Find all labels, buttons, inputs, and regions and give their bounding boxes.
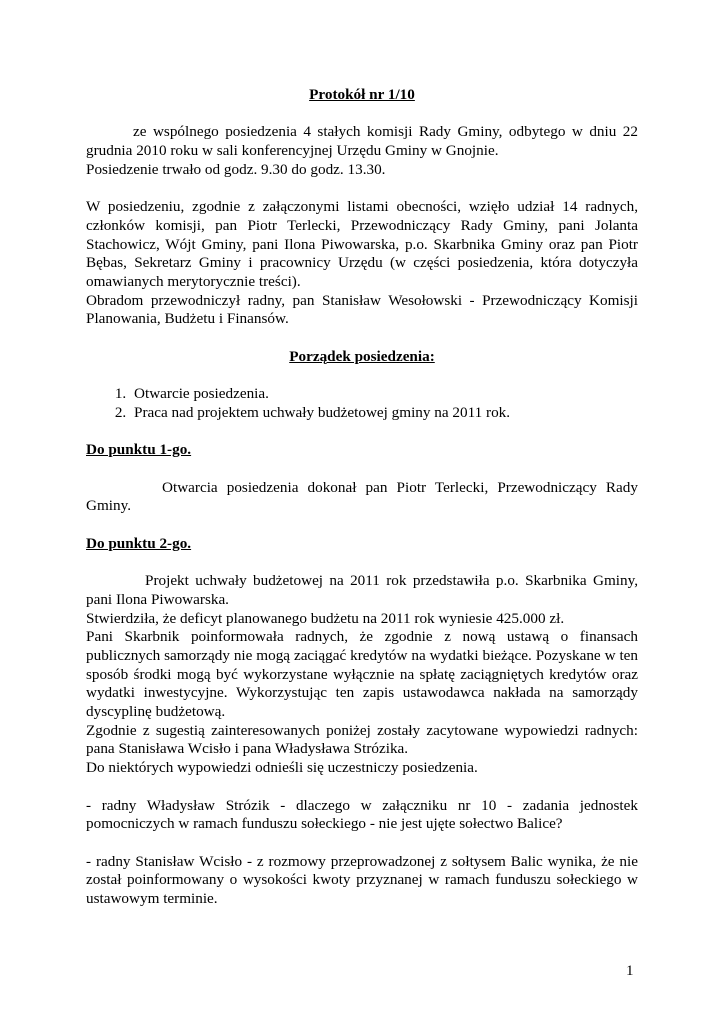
chair-paragraph: Obradom przewodniczył radny, pan Stanisław Wesołowski - Przewodniczący Komisji Planowania, Budżetu i Finansów. bbox=[86, 291, 638, 328]
document-page bbox=[86, 86, 638, 909]
statement-paragraph: - radny Władysław Strózik - dlaczego w załączniku nr 10 - zadania jednostek pomocniczych w ramach funduszu sołeckiego - nie jest ujęte sołectwo Balice? bbox=[86, 796, 638, 833]
document-title: Protokół nr 1/10 bbox=[309, 86, 415, 103]
agenda-item: 2. Praca nad projektem uchwały budżetowej gminy na 2011 rok. bbox=[130, 404, 638, 423]
point2-paragraph: Pani Skarbnik poinformowała radnych, że zgodnie z nową ustawą o finansach publicznych samorządy nie mogą zaciągać kredytów na wydatki bieżące. Pozyskane w ten sposób środki mogą być wykorzystane wyłącznie na spłatę zaciągniętych kredytów oraz wydatki inwestycyjne. Wykorzystując ten zapis ustawodawca nakłada na samorządy dyscyplinę budżetową. bbox=[86, 628, 638, 721]
point2-paragraph: Stwierdziła, że deficyt planowanego budżetu na 2011 rok wyniesie 425.000 zł. bbox=[86, 609, 565, 627]
statement-paragraph: - radny Stanisław Wcisło - z rozmowy przeprowadzonej z sołtysem Balic wynika, że nie został poinformowany o wysokości kwoty przyznanej w ramach funduszu sołeckiego w ustawowym terminie. bbox=[86, 852, 638, 908]
point1-text: Otwarcia posiedzenia dokonał pan Piotr Terlecki, Przewodniczący Rady Gminy. bbox=[86, 478, 638, 515]
participants-paragraph: W posiedzeniu, zgodnie z załączonymi listami obecności, wzięło udział 14 radnych, członków komisji, pan Piotr Terlecki, Przewodniczący Rady Gminy, pani Jolanta Stachowicz, Wójt Gminy, pani Ilona Piwowarska, p.o. Skarbnika Gminy oraz pan Piotr Bębas, Sekretarz Gminy i pracownicy Urzędu (w części posiedzenia, która dotyczyła omawianych merytorycznie treści). bbox=[86, 198, 638, 290]
point1-heading: Do punktu 1-go. bbox=[86, 441, 192, 459]
page-number: 1 bbox=[626, 963, 634, 979]
agenda-item: 1. Otwarcie posiedzenia. bbox=[130, 385, 638, 404]
agenda-list bbox=[86, 385, 638, 422]
point2-paragraph: Projekt uchwały budżetowej na 2011 rok przedstawiła p.o. Skarbnika Gminy, pani Ilona Piwowarska. bbox=[86, 572, 638, 608]
meeting-duration: Posiedzenie trwało od godz. 9.30 do godz. 13.30. bbox=[86, 160, 386, 178]
intro-paragraph: ze wspólnego posiedzenia 4 stałych komisji Rady Gminy, odbytego w dniu 22 grudnia 2010 roku w sali konferencyjnej Urzędu Gminy w Gnojnie. bbox=[86, 123, 638, 160]
point2-paragraph: Zgodnie z sugestią zainteresowanych poniżej zostały zacytowane wypowiedzi radnych: pana Stanisława Wcisło i pana Władysława Strózika. bbox=[86, 721, 638, 758]
point2-paragraph: Do niektórych wypowiedzi odnieśli się uczestniczy posiedzenia. bbox=[86, 759, 478, 777]
point2-heading: Do punktu 2-go. bbox=[86, 534, 192, 552]
agenda-heading: Porządek posiedzenia: bbox=[289, 347, 435, 365]
